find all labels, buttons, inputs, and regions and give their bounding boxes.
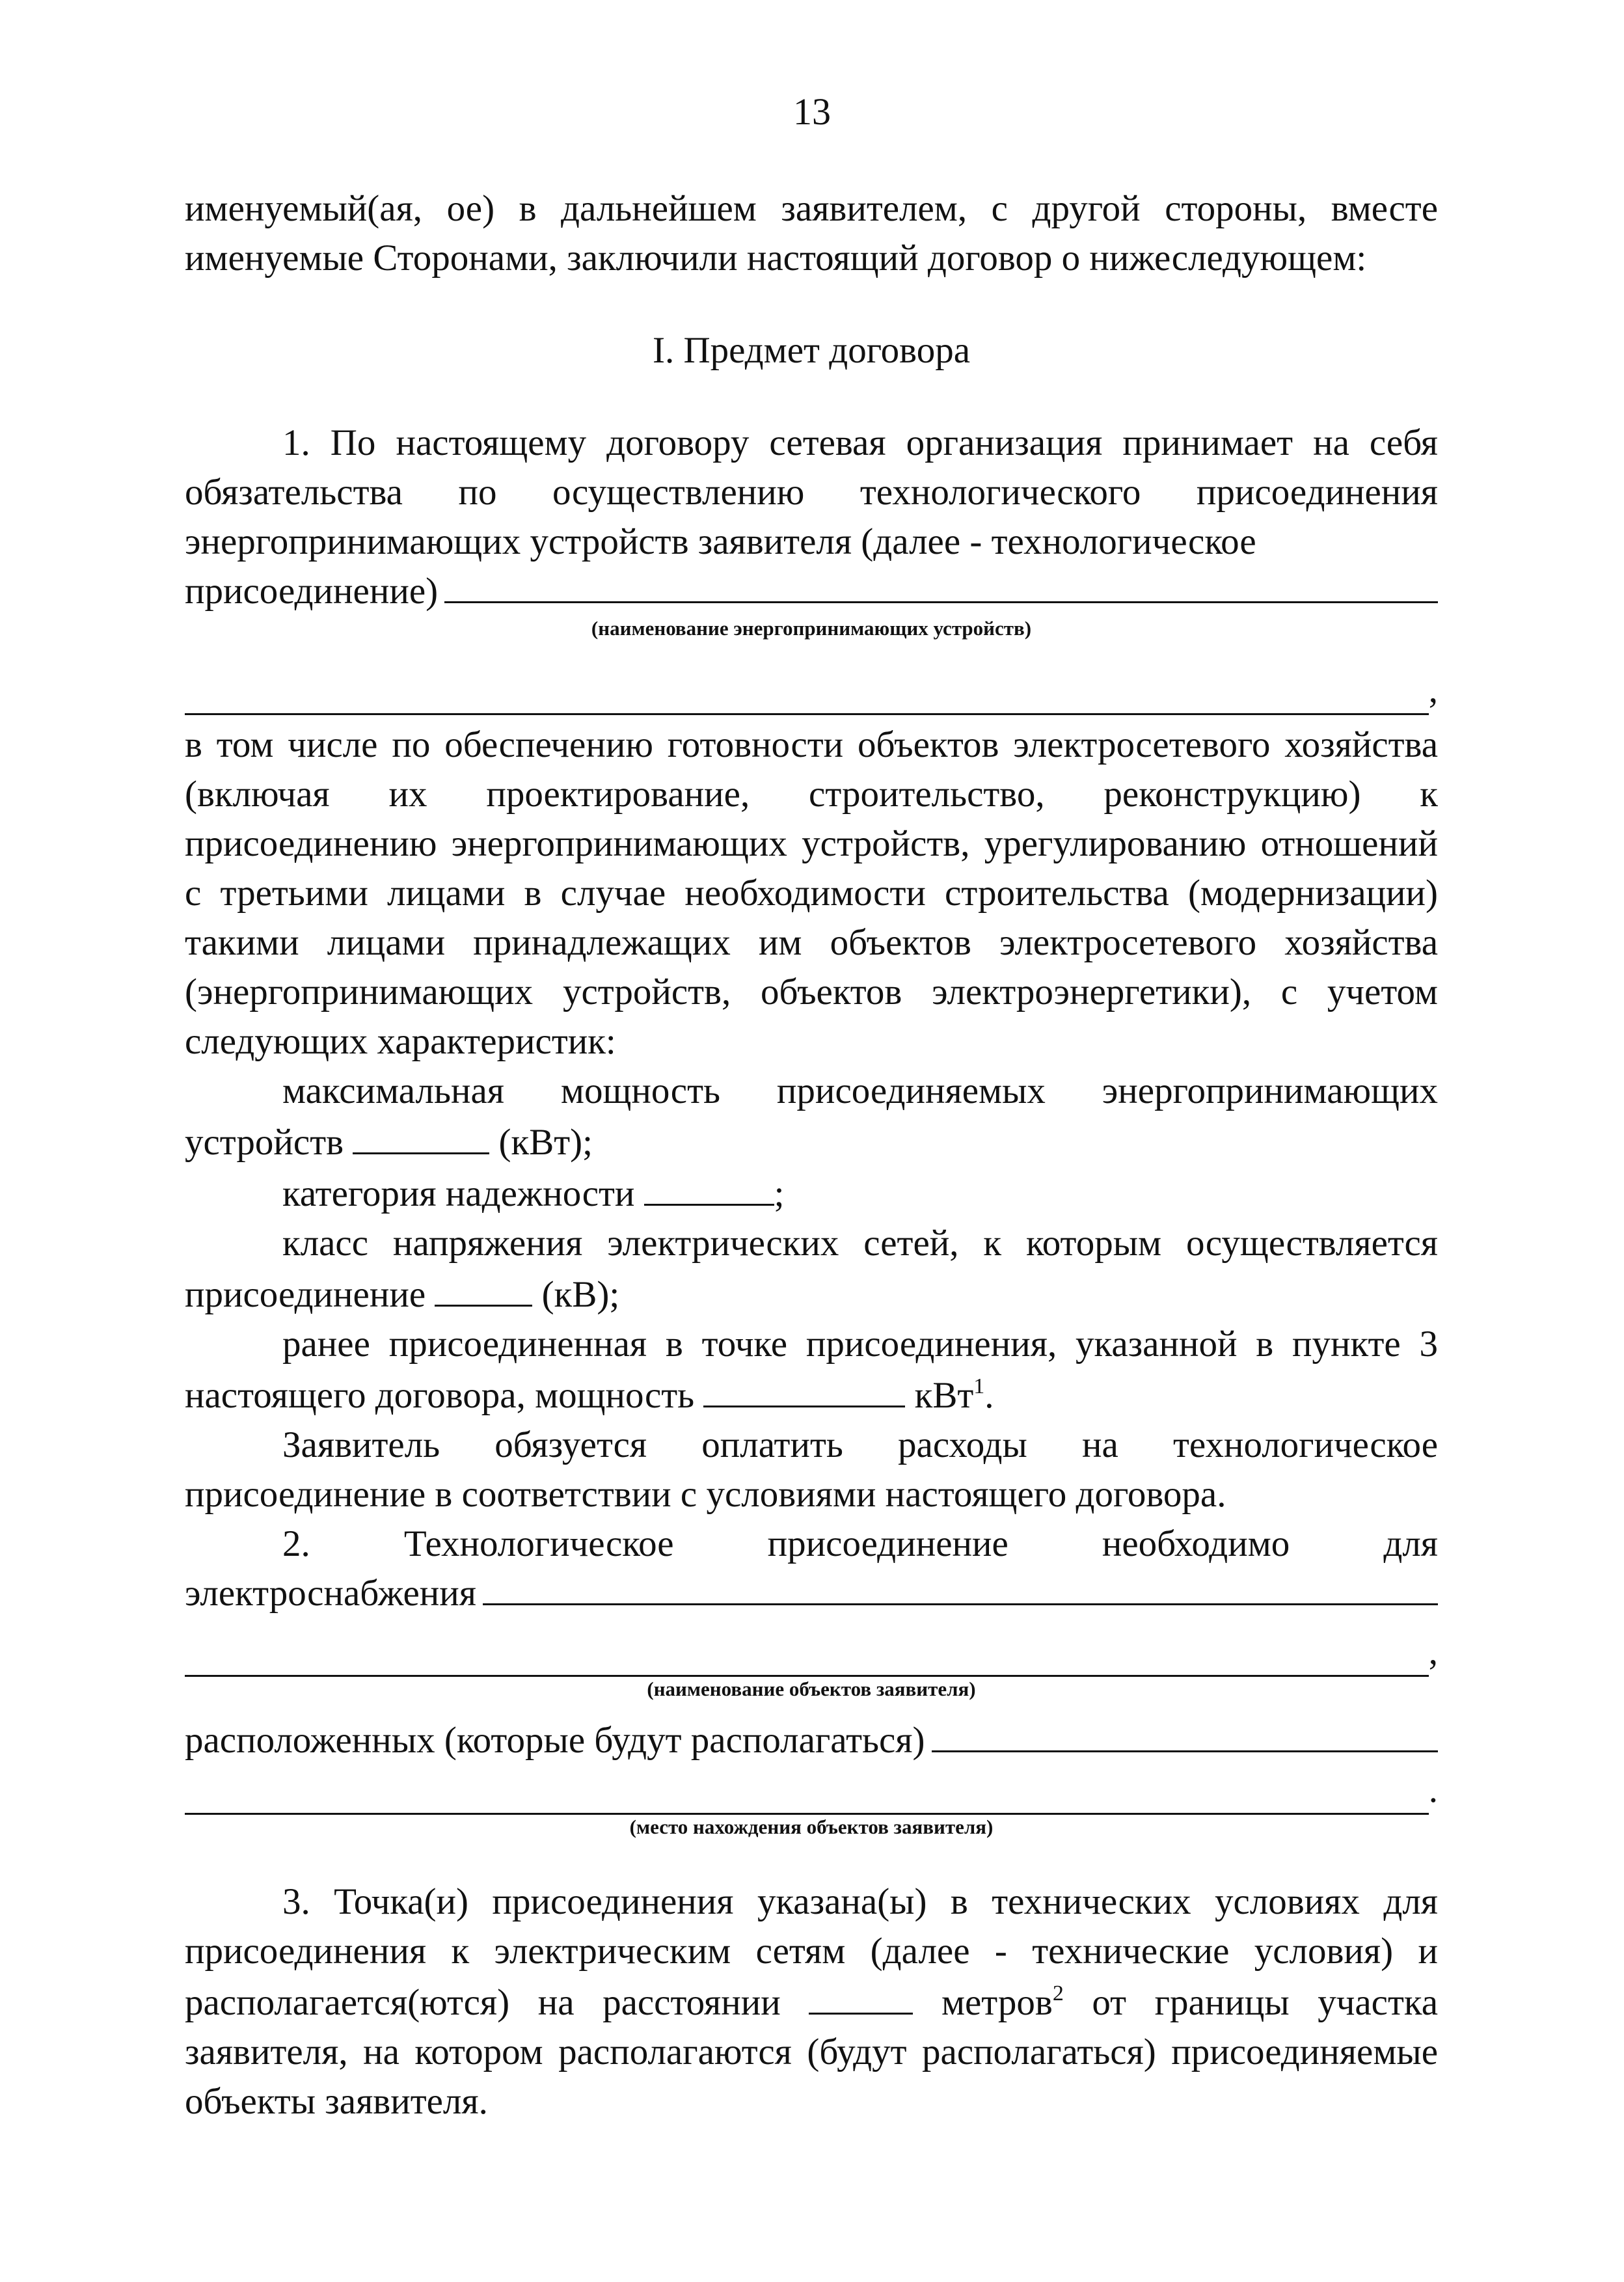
devices-blank-line[interactable] (444, 569, 1438, 603)
objects-blank-line[interactable] (185, 1642, 1429, 1677)
clause-3-text-b: от границы участка заявителя, на котором располагаются (будут располагаться) присоединяемые объекты заявителя. (185, 1982, 1439, 2122)
page-number: 13 (793, 90, 831, 133)
period-2: . (1428, 1769, 1438, 1810)
reliability-field (185, 1167, 1438, 1219)
voltage-blank[interactable] (435, 1268, 532, 1307)
objects-blank-row (185, 1627, 1438, 1677)
max-power-field (185, 1116, 1438, 1167)
max-power-line: максимальная мощность присоединяемых энергопринимающих (282, 1070, 1438, 1111)
voltage-line: класс напряжения электрических сетей, к которым осуществляется (282, 1223, 1438, 1264)
location-blank-line-2[interactable] (185, 1780, 1429, 1815)
comma: , (1428, 670, 1438, 711)
location-field-row (185, 1716, 1438, 1765)
reliability-blank[interactable] (644, 1167, 774, 1206)
footnote-2-ref[interactable]: 2 (1052, 1981, 1064, 2005)
previous-power-label: настоящего договора, мощность (185, 1375, 695, 1416)
comma-2: , (1428, 1631, 1438, 1672)
document-body (185, 184, 1438, 2126)
previous-power-line: ранее присоединенная в точке присоединения, указанной в пункте 3 (282, 1324, 1438, 1365)
clause-1-text: 1. По настоящему договору сетевая организация принимает на себя обязательства по осуществлению технологического присоединения энергопринимающих устройств заявителя (далее - технологическое (185, 422, 1438, 562)
previous-power-unit: кВт (914, 1375, 974, 1416)
voltage-label: присоединение (185, 1274, 426, 1315)
objects-caption: (наименование объектов заявителя) (647, 1678, 976, 1700)
previous-power-field (185, 1369, 1438, 1420)
devices-caption: (наименование энергопринимающих устройств) (591, 617, 1032, 640)
max-power-blank[interactable] (353, 1116, 489, 1154)
reliability-end: ; (774, 1173, 785, 1214)
max-power-unit: (кВт); (498, 1122, 593, 1163)
max-power-label: устройств (185, 1122, 344, 1163)
clause-3-paragraph (185, 1877, 1438, 2126)
clause-3-text-a: 3. Точка(и) присоединения указана(ы) в технических условиях для присоединения к электрическим сетям (далее - технические условия) и располагается(ются) на расстоянии (185, 1881, 1438, 2023)
previous-power-blank[interactable] (703, 1369, 905, 1407)
location-blank-line[interactable] (932, 1718, 1439, 1752)
devices-field-row (185, 567, 1438, 616)
period: . (984, 1375, 994, 1416)
supply-label: электроснабжения (185, 1573, 476, 1614)
devices-blank-line-2[interactable] (185, 681, 1429, 715)
devices-blank-line-2-row (185, 666, 1438, 715)
devices-field-label: присоединение) (185, 571, 439, 612)
location-blank-row-2 (185, 1765, 1438, 1815)
voltage-field (185, 1268, 1438, 1320)
supply-field-row (185, 1569, 1438, 1618)
location-label: расположенных (которые будут располагаться) (185, 1720, 925, 1761)
reliability-label: категория надежности (282, 1173, 635, 1214)
location-caption: (место нахождения объектов заявителя) (629, 1815, 994, 1838)
clause-1-continuation: в том числе по обеспечению готовности объектов электросетевого хозяйства (включая их проектирование, строительство, реконструкцию) к присоединению энергопринимающих устройств, урегулированию отношений с третьими лицами в случае необходимости строительства (модернизации) такими лицами принадлежащих им объектов электросетевого хозяйства (энергопринимающих устройств, объектов электроэнергетики), с учетом следующих характеристик: (185, 724, 1438, 1062)
distance-blank[interactable] (809, 1976, 913, 2015)
clause-2-line: 2. Технологическое присоединение необходимо для (282, 1523, 1438, 1564)
voltage-unit: (кВ); (541, 1274, 620, 1315)
distance-unit: метров (941, 1982, 1053, 2023)
footnote-1-ref[interactable]: 1 (973, 1374, 985, 1398)
section-title: I. Предмет договора (652, 330, 970, 371)
obligation-paragraph: Заявитель обязуется оплатить расходы на технологическое присоединение в соответствии с условиями настоящего договора. (185, 1424, 1438, 1515)
supply-blank-line[interactable] (483, 1571, 1438, 1605)
intro-paragraph: именуемый(ая, ое) в дальнейшем заявителем, с другой стороны, вместе именуемые Сторонами, заключили настоящий договор о нижеследующем: (185, 188, 1438, 278)
